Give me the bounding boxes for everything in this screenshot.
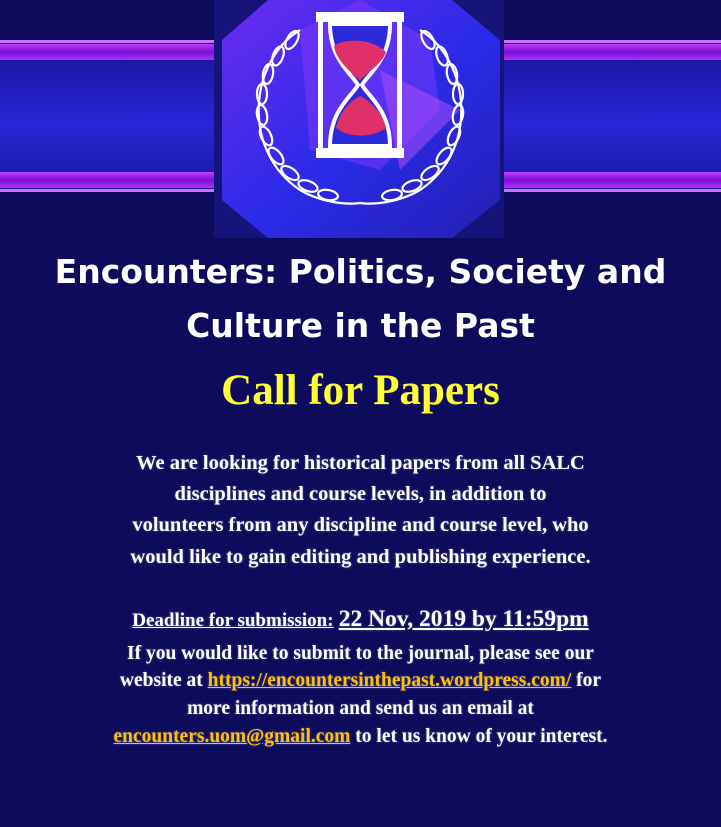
hourglass-laurel-logo bbox=[214, 0, 504, 238]
email-link[interactable]: encounters.uom@gmail.com bbox=[113, 726, 351, 747]
page-title-line-1: Encounters: Politics, Society and bbox=[54, 252, 667, 291]
deadline bbox=[0, 606, 721, 633]
call-for-papers-heading: Call for Papers bbox=[221, 367, 500, 414]
info-text-fragment: website at bbox=[119, 670, 203, 691]
info-text-line bbox=[0, 726, 721, 748]
intro-text-line: disciplines and course levels, in addition to bbox=[174, 483, 547, 505]
info-text-line: more information and send us an email at bbox=[187, 698, 534, 719]
deadline-label: Deadline for submission: bbox=[132, 610, 334, 631]
info-text-fragment: for bbox=[576, 670, 602, 691]
intro-text-line: volunteers from any discipline and course level, who bbox=[132, 514, 589, 536]
header-banner bbox=[0, 0, 721, 240]
info-text-line bbox=[0, 670, 721, 692]
deadline-date: 22 Nov, 2019 by 11:59pm bbox=[338, 606, 589, 632]
intro-text-line: We are looking for historical papers from all SALC bbox=[136, 452, 585, 474]
info-text-line: If you would like to submit to the journal, please see our bbox=[127, 643, 594, 664]
page-title-line-2: Culture in the Past bbox=[186, 306, 535, 345]
intro-text-line: would like to gain editing and publishing experience. bbox=[130, 546, 591, 568]
website-link[interactable]: https://encountersinthepast.wordpress.com/ bbox=[207, 670, 572, 691]
info-text-fragment: to let us know of your interest. bbox=[355, 726, 608, 747]
